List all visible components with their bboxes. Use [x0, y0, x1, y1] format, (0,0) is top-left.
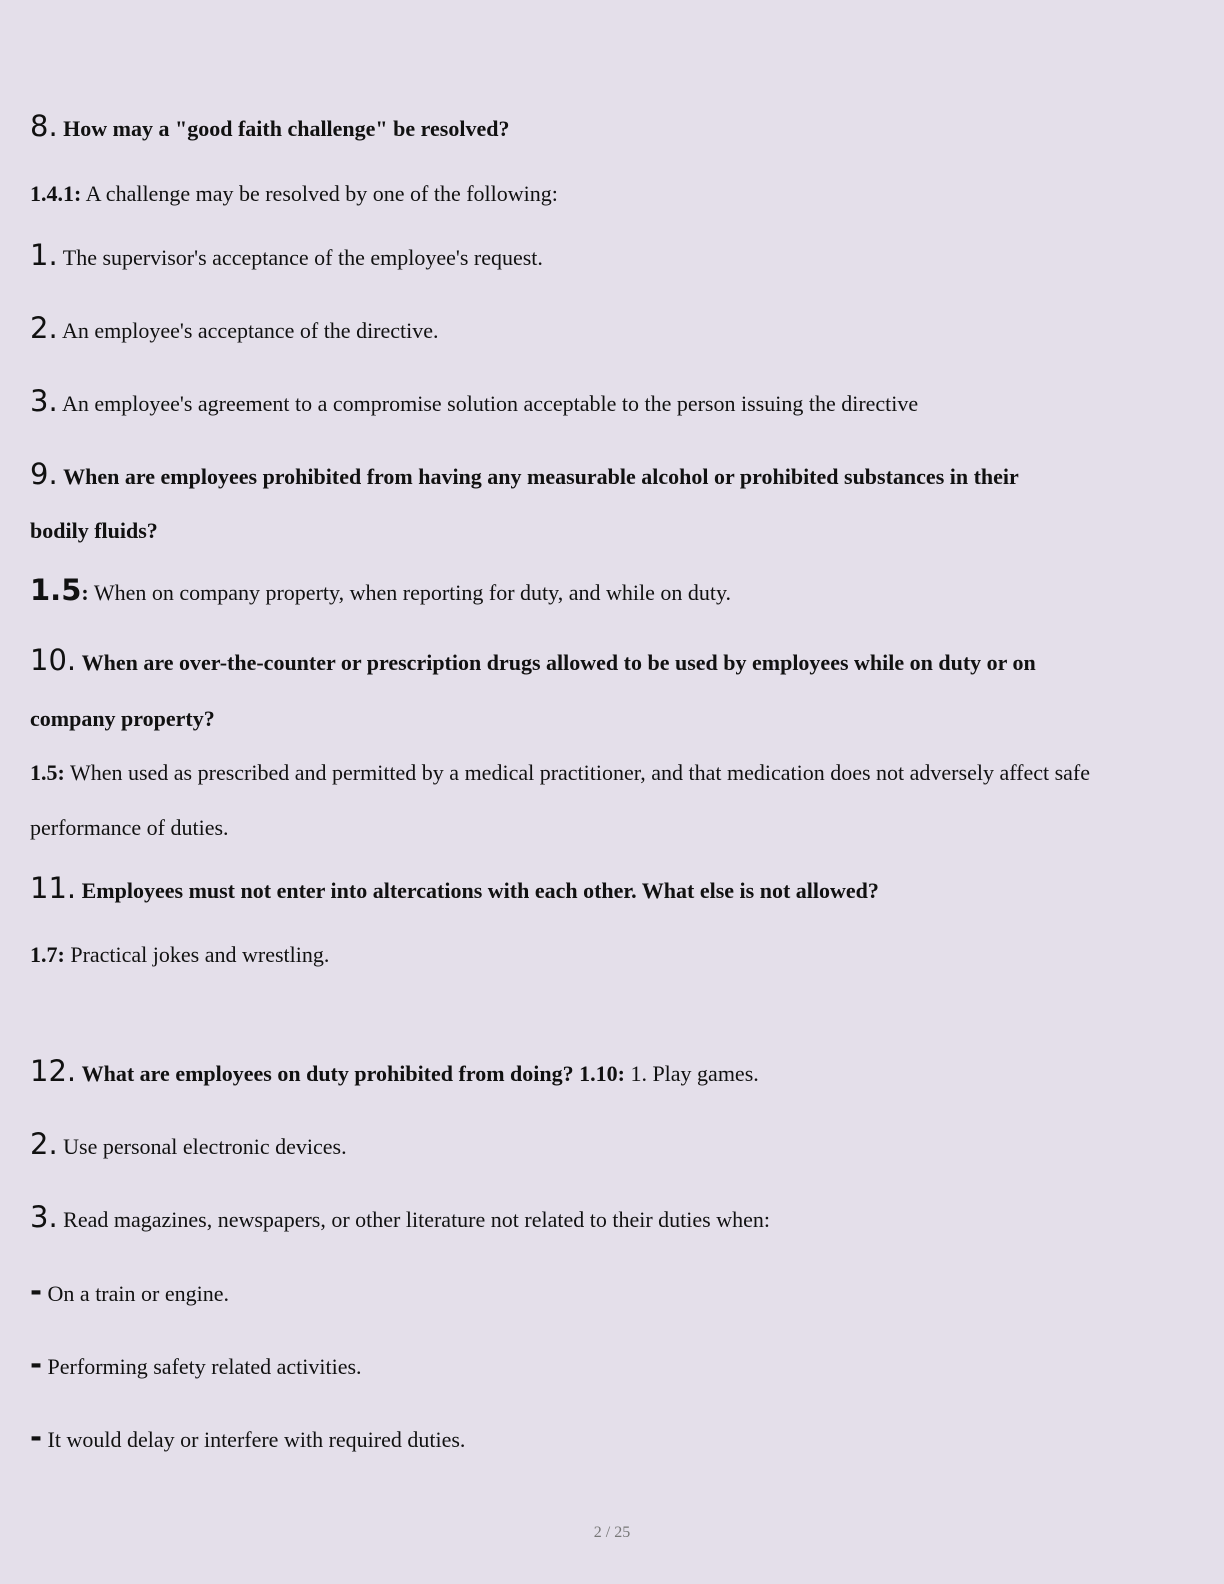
dash-bullet: - — [30, 1274, 43, 1308]
item-number: 3. — [30, 384, 58, 418]
list-item — [30, 1200, 770, 1234]
answer-text: Practical jokes and wrestling. — [70, 942, 330, 967]
item-text: The supervisor's acceptance of the employee's request. — [62, 245, 543, 270]
question-9 — [30, 457, 1019, 491]
question-text: When are employees prohibited from having any measurable alcohol or prohibited substances in their — [63, 464, 1019, 489]
reference-colon: : — [81, 580, 89, 605]
item-number: 3. — [30, 1200, 58, 1234]
list-item — [30, 311, 439, 345]
answer-text: A challenge may be resolved by one of the following: — [85, 181, 558, 206]
item-text: It would delay or interfere with required duties. — [47, 1427, 466, 1452]
rule-reference: 1.5 — [30, 573, 82, 607]
sub-list-item — [30, 1274, 229, 1308]
question-number: 11. — [30, 871, 77, 905]
question-number: 8. — [30, 109, 58, 143]
sub-list-item — [30, 1347, 362, 1381]
question-number: 9. — [30, 457, 58, 491]
question-number: 12. — [30, 1054, 77, 1088]
question-11 — [30, 871, 879, 905]
question-text: When are over-the-counter or prescription drugs allowed to be used by employees while on duty or on — [81, 650, 1036, 675]
list-item — [30, 238, 543, 272]
answer-8 — [30, 180, 558, 208]
answer-10 — [30, 759, 1090, 787]
question-number: 10. — [30, 643, 77, 677]
dash-bullet: - — [30, 1347, 43, 1381]
rule-reference: 1.4.1: — [30, 181, 82, 206]
question-text: Employees must not enter into altercations with each other. What else is not allowed? — [81, 878, 879, 903]
question-text: What are employees on duty prohibited from doing? — [81, 1061, 574, 1086]
answer-text: 1. Play games. — [630, 1061, 759, 1086]
list-item — [30, 384, 919, 418]
item-number: 2. — [30, 1127, 58, 1161]
rule-reference: 1.7: — [30, 942, 65, 967]
item-text: Read magazines, newspapers, or other literature not related to their duties when: — [63, 1207, 770, 1232]
sub-list-item — [30, 1420, 466, 1454]
rule-reference: 1.5: — [30, 760, 65, 785]
list-item — [30, 1127, 347, 1161]
answer-text: When used as prescribed and permitted by a medical practitioner, and that medication does not adversely affect safe — [69, 760, 1091, 785]
item-text: Performing safety related activities. — [47, 1354, 362, 1379]
answer-text-continued: performance of duties. — [30, 815, 229, 840]
answer-text: When on company property, when reporting for duty, and while on duty. — [93, 580, 732, 605]
page-number: 2 / 25 — [593, 1524, 631, 1541]
question-text-continued: company property? — [30, 706, 215, 731]
item-text: An employee's agreement to a compromise solution acceptable to the person issuing the directive — [61, 391, 919, 416]
question-text-continued: bodily fluids? — [30, 518, 158, 543]
dash-bullet: - — [30, 1420, 43, 1454]
item-number: 2. — [30, 311, 58, 345]
question-10 — [30, 643, 1036, 677]
rule-reference: 1.10: — [579, 1061, 625, 1086]
question-text: How may a "good faith challenge" be resolved? — [63, 116, 510, 141]
item-text: Use personal electronic devices. — [63, 1134, 347, 1159]
item-number: 1. — [30, 238, 58, 272]
question-12 — [30, 1054, 759, 1088]
question-8 — [30, 109, 510, 143]
answer-11 — [30, 941, 329, 969]
item-text: On a train or engine. — [47, 1281, 229, 1306]
item-text: An employee's acceptance of the directive. — [61, 318, 439, 343]
answer-9 — [30, 573, 732, 607]
